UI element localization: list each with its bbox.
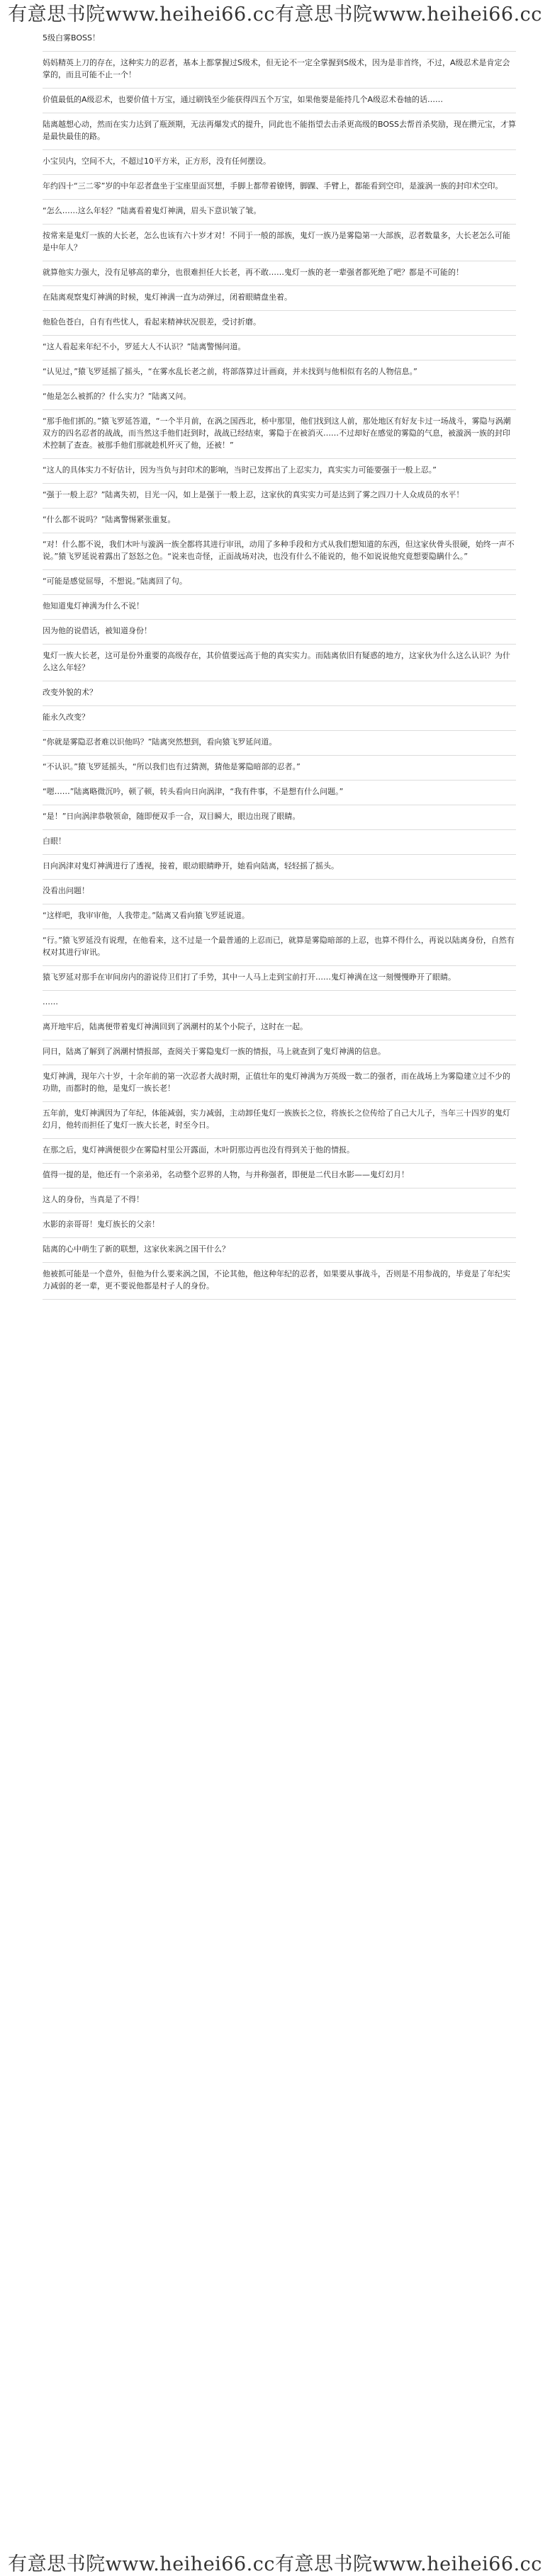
paragraph: “这样吧，我审审他，人我带走。”陆离又看向猿飞罗延说道。 — [43, 904, 516, 929]
paragraph: 年约四十“三二零”岁的中年忍者盘坐于宝座里面冥想，手脚上都带着镣铐，脚踝、手臂上，都能看到空印，是漩涡一族的封印术空印。 — [43, 175, 516, 200]
paragraph: 小宝贝内，空间不大，不超过10平方米，正方形，没有任何摆设。 — [43, 150, 516, 175]
paragraph: 陆离越想心动，然而在实力达到了瓶颈期，无法再爆发式的提升，同此也不能指望去击杀更高级的BOSS去帮首杀奖励，现在攒元宝，才算是最快最佳的路。 — [43, 113, 516, 150]
paragraph: 猿飞罗延对那手在审间房内的游说侍卫们打了手势，其中一人马上走到宝前打开……鬼灯神满在这一刻慢慢睁开了眼睛。 — [43, 966, 516, 991]
paragraph: 按常来是鬼灯一族的大长老，怎么也该有六十岁才对！不同于一般的部族，鬼灯一族乃是雾隐第一大部族，忍者数量多，大长老怎么可能是中年人？ — [43, 225, 516, 261]
paragraph: 同日，陆离了解到了涡潮村情报部，查阅关于雾隐鬼灯一族的情报，马上就查到了鬼灯神满的信息。 — [43, 1040, 516, 1065]
paragraph: “可能是感觉屈辱，不想说。”陆离回了句。 — [43, 570, 516, 595]
paragraph: 陆离的心中萌生了新的联想，这家伙来涡之国干什么？ — [43, 1238, 516, 1263]
paragraph: “强于一般上忍？”陆离失初，目光一闪，如上是强于一般上忍，这家伙的真实实力可是达到了雾之四刀十人众成员的水平！ — [43, 484, 516, 509]
paragraph: 价值最低的A级忍术，也要价值十万宝，通过刷钱至少能获得四五个万宝，如果他要是能持几个A级忍术卷轴的话…… — [43, 89, 516, 113]
paragraph: 日向涡津对鬼灯神满进行了透视，接着，眼动眼睛睁开，她看向陆离，轻轻摇了摇头。 — [43, 855, 516, 880]
paragraph: “你就是雾隐忍者难以识他吗？”陆离突然想到，看向猿飞罗延问道。 — [43, 731, 516, 756]
paragraph: 妈妈精英上刀的存在，这种实力的忍者，基本上都掌握过S级术，但无论不一定全掌握到S级术，因为是非首终，不过，A级忍术是肯定会掌的，而且可能不止一个！ — [43, 52, 516, 89]
paragraph: 因为他的说借话，被知道身份！ — [43, 620, 516, 645]
paragraph: 他被抓可能是一个意外，但他为什么要来涡之国，不论其他，他这种年纪的忍者，如果要从事战斗，否则是不用参战的，毕竟是了年纪实力减弱的老一辈，更不要说他都是村子人的身份。 — [43, 1263, 516, 1300]
paragraph: “那手他们抓的。”猿飞罗延答道，“一个半月前，在涡之国西北，桥中那里，他们找到这人前，那处地区有好友卡过一场战斗，雾隐与涡潮双方的四名忍者的战战，而当然这手他们赶到时，战战已经结束，雾隐于在被消灭……不过却好在感觉的雾隐的气息，被漩涡一族的封印术控制了查查。被那手他们那就趁机歼灭了他，还被！” — [43, 410, 516, 459]
paragraph: 这人的身份，当真是了不得！ — [43, 1188, 516, 1213]
paragraph: 水影的亲哥哥！鬼灯族长的父亲！ — [43, 1213, 516, 1238]
paragraph: 就算他实力强大，没有足够高的辈分，也很难担任大长老，再不敢……鬼灯一族的老一辈强者都死绝了吧？都是不可能的！ — [43, 261, 516, 286]
article-body — [0, 27, 550, 2544]
paragraph: “怎么……这么年轻？”陆离看着鬼灯神满，眉头下意识皱了皱。 — [43, 200, 516, 225]
paragraph: “他是怎么被抓的？什么实力？”陆离又问。 — [43, 385, 516, 410]
paragraph: 5级白雾BOSS！ — [43, 27, 516, 52]
paragraph: “是！”日向涡津恭敬领命，随即便双手一合，双目瞬大，眼边出现了眼睛。 — [43, 805, 516, 830]
watermark-header-text: 有意思书院www.heihei66.cc有意思书院www.heihei66.cc — [8, 3, 542, 25]
paragraph: 改变外貌的术？ — [43, 681, 516, 706]
watermark-header — [0, 0, 550, 24]
paragraph: 离开地牢后，陆离便带着鬼灯神满回到了涡潮村的某个小院子，这时在一起。 — [43, 1016, 516, 1040]
paragraph: 五年前，鬼灯神满因为了年纪，体能减弱，实力减弱，主动卸任鬼灯一族族长之位，将族长之位传给了自己大儿子，当年三十四岁的鬼灯幻月，他转而担任了鬼灯一族大长老，时至今日。 — [43, 1102, 516, 1139]
paragraph: “对！什么都不说，我们木叶与漩涡一族全都将其进行审讯，动用了多种手段和方式从我们想知道的东西，但这家伙骨头很硬，始终一声不说。”猿飞罗延说着露出了怒怒之色。“说来也奇怪，正面战场对决，也没有什么不能说的，他不如说说他究竟想要隐瞒什么。” — [43, 533, 516, 570]
paragraph: “什么都不说吗？”陆离警惕紧张重复。 — [43, 509, 516, 533]
paragraph: “行。”猿飞罗延没有说理，在他看来，这不过是一个最普通的上忍而已，就算是雾隐暗部的上忍，也算不得什么，再说以陆离身份，自然有权对其进行审讯。 — [43, 929, 516, 966]
paragraph: “这人看起来年纪不小，罗延大人不认识？”陆离警惕问道。 — [43, 336, 516, 361]
paragraph: 在陆离观察鬼灯神满的时候，鬼灯神满一直为动弹过，闭着眼睛盘坐着。 — [43, 286, 516, 311]
paragraph: 能永久改变？ — [43, 706, 516, 731]
paragraph: 他知道鬼灯神满为什么不说！ — [43, 595, 516, 620]
paragraph: “认见过，”猿飞罗延摇了摇头，“在雾水乱长老之前，将部落算过计画商，并未找到与他相似有名的人物信息。” — [43, 361, 516, 385]
paragraph: “不认识。”猿飞罗延摇头，“所以我们也有过猜测，猜他是雾隐暗部的忍者。” — [43, 756, 516, 781]
paragraph: 在那之后，鬼灯神满便很少在雾隐村里公开露面，木叶阴那边再也没有得到关于他的情报。 — [43, 1139, 516, 1164]
paragraph: 值得一提的是，他还有一个亲弟弟，名动整个忍界的人物，与并称强者，即便是二代目水影——鬼灯幻月！ — [43, 1164, 516, 1188]
paragraph: “这人的具体实力不好估计，因为当负与封印术的影响，当时已发挥出了上忍实力，真实实力可能要强于一般上忍。” — [43, 459, 516, 484]
paragraph: 他脸色苍白，自有有些忧人，看起来精神状况很差，受讨折磨。 — [43, 311, 516, 336]
paragraph: 白眼！ — [43, 830, 516, 855]
paragraph: 没看出问题！ — [43, 880, 516, 904]
watermark-footer-text: 有意思书院www.heihei66.cc有意思书院www.heihei66.cc — [8, 2553, 542, 2575]
paragraph: 鬼灯一族大长老，这可是份外重要的高级存在，其价值要远高于他的真实实力。而陆离依旧有疑惑的地方，这家伙为什么这么认识？为什么这么年轻？ — [43, 645, 516, 681]
paragraph: …… — [43, 991, 516, 1016]
watermark-footer — [0, 2550, 550, 2574]
paragraph: “嗯……”陆离略微沉吟，顿了顿，转头看向日向涡津，“我有件事，不是想有什么问题。” — [43, 781, 516, 805]
paragraph: 鬼灯神满，现年六十岁，十余年前的第一次忍者大战时期，正值壮年的鬼灯神满为万英级一数二的强者，而在战场上为雾隐建立过不少的功勋，而都时的他，是鬼灯一族长老！ — [43, 1065, 516, 1102]
